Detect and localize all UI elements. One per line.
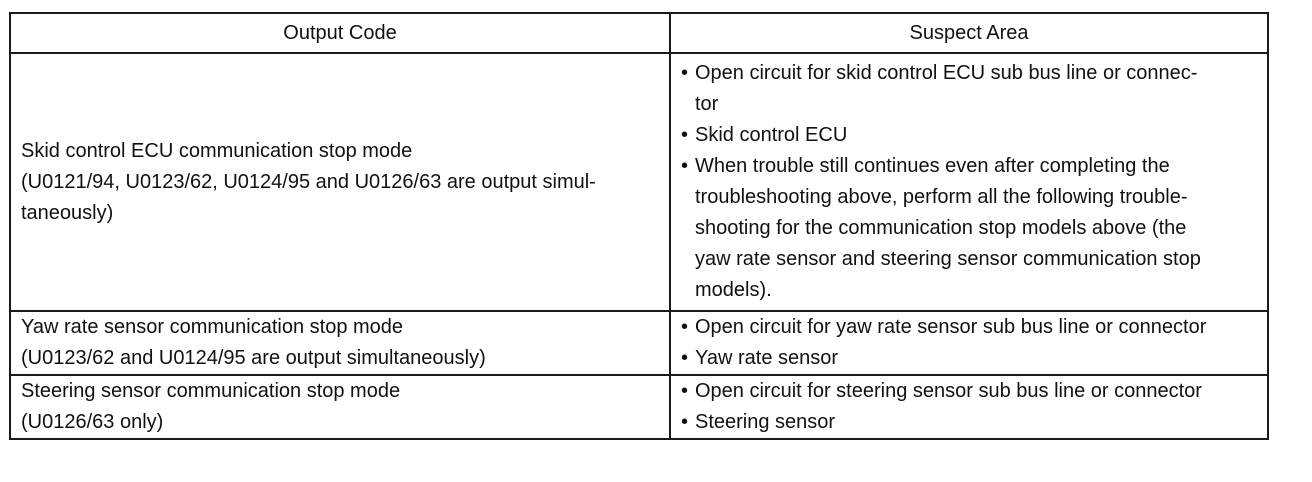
header-suspect-area: Suspect Area (670, 13, 1268, 53)
output-code-line: (U0121/94, U0123/62, U0124/95 and U0126/63 are output simul- (21, 170, 596, 193)
header-output-code: Output Code (10, 13, 670, 53)
suspect-area-list (681, 312, 1257, 374)
suspect-area-cell (670, 311, 1268, 375)
suspect-area-item: • Open circuit for steering sensor sub bus line or connector (681, 376, 1257, 407)
diagnostic-table (9, 12, 1269, 440)
suspect-area-cell (670, 53, 1268, 311)
output-code-line: (U0126/63 only) (21, 411, 164, 433)
output-code-line: Yaw rate sensor communication stop mode (21, 316, 404, 338)
suspect-area-list (681, 376, 1257, 438)
suspect-area-item: • Open circuit for skid control ECU sub bus line or connec- tor (681, 58, 1257, 120)
suspect-area-cell (670, 375, 1268, 439)
output-code-line: (U0123/62 and U0124/95 are output simultaneously) (21, 347, 486, 369)
output-code-line: Skid control ECU communication stop mode (21, 139, 413, 162)
output-code-line: taneously) (21, 201, 114, 224)
suspect-area-item: • Steering sensor (681, 407, 1257, 438)
suspect-area-item: • Open circuit for yaw rate sensor sub bus line or connector (681, 312, 1257, 343)
output-code-cell (10, 311, 670, 375)
suspect-area-item: • Skid control ECU (681, 120, 1257, 151)
table-header-row (10, 13, 1268, 53)
suspect-area-list (681, 58, 1257, 306)
output-code-cell (10, 53, 670, 311)
suspect-area-item: • When trouble still continues even after completing the troubleshooting above, perform all the following trouble- shooting for the communication stop models above (the yaw rate sensor and steering sensor communication stop models). (681, 151, 1257, 306)
table-row (10, 53, 1268, 311)
output-code-line: Steering sensor communication stop mode (21, 380, 401, 402)
output-code-cell (10, 375, 670, 439)
table-row (10, 311, 1268, 375)
table-row (10, 375, 1268, 439)
suspect-area-item: • Yaw rate sensor (681, 343, 1257, 374)
